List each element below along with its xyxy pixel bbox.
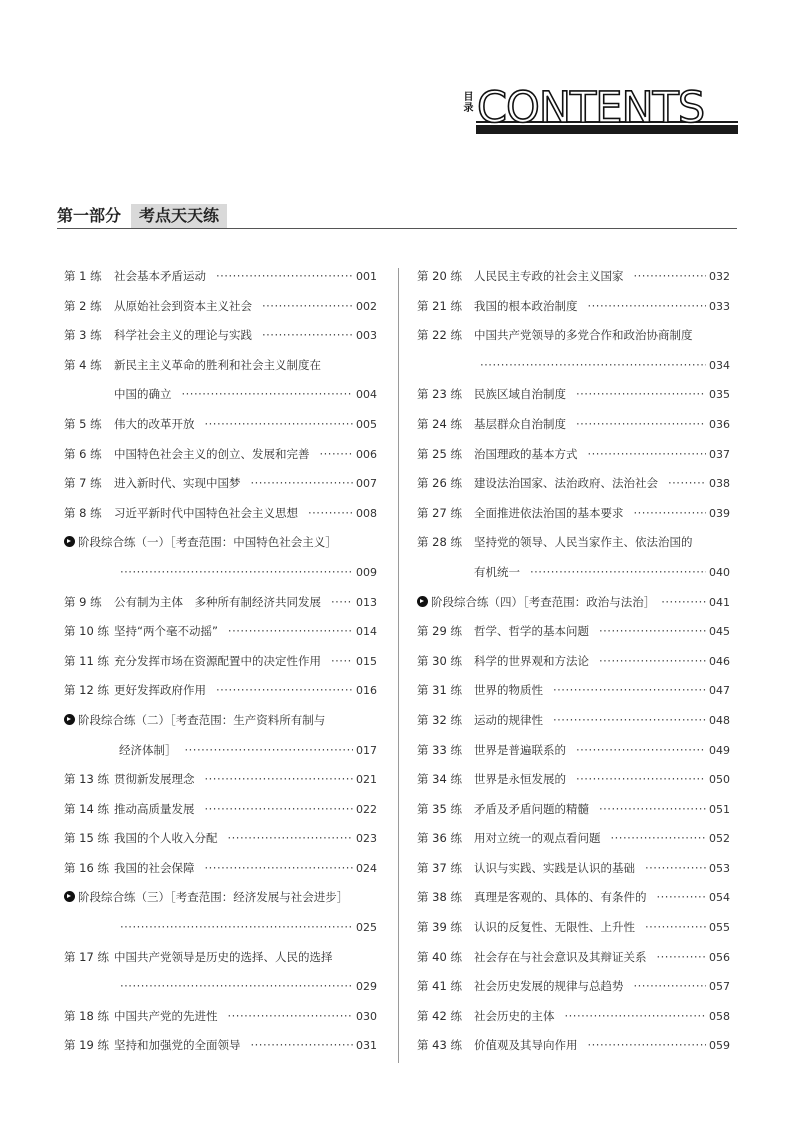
toc-entry-title: 基层群众自治制度 [474, 416, 566, 431]
toc-row[interactable] [417, 292, 730, 322]
leader-dots [120, 558, 353, 588]
toc-row[interactable] [64, 292, 377, 322]
section-part-label: 第一部分 [57, 206, 122, 225]
page-number: 014 [356, 625, 377, 639]
toc-entry-title: 建设法治国家、法治政府、法治社会 [474, 476, 658, 491]
leader-dots [588, 292, 707, 322]
stage-review-label: 阶段综合练（三）［考查范围：经济发展与社会进步］ [78, 890, 349, 905]
toc-entry-number: 第 31 练 [417, 683, 462, 698]
toc-entry-number: 第 1 练 [64, 269, 102, 283]
stage-review-label: 阶段综合练（四）［考查范围：政治与法治］ [431, 594, 656, 609]
toc-entry-number: 第 30 练 [417, 653, 462, 668]
toc-entry-number: 第 22 练 [417, 328, 462, 343]
leader-dots [599, 617, 706, 647]
leader-dots [331, 588, 353, 618]
toc-entry-number: 第 18 练 [64, 1008, 109, 1023]
toc-row[interactable] [417, 765, 730, 795]
toc-entry-number: 第 3 练 [64, 328, 102, 343]
toc-row[interactable] [417, 883, 730, 913]
toc-entry-title: 真理是客观的、具体的、有条件的 [474, 890, 647, 905]
leader-dots [228, 1002, 354, 1032]
page-number: 006 [356, 447, 377, 461]
toc-row[interactable] [417, 410, 730, 440]
page-number: 036 [709, 417, 730, 431]
stage-review-title [64, 883, 348, 913]
page-number: 016 [356, 684, 377, 698]
leader-dots [120, 972, 353, 1002]
toc-row[interactable] [64, 883, 377, 913]
toc-entry-title: 从原始社会到资本主义社会 [114, 298, 252, 313]
page-number: 004 [356, 388, 377, 402]
contents-logo [462, 83, 738, 138]
section-name-label: 考点天天练 [131, 204, 227, 228]
toc-row[interactable] [417, 617, 730, 647]
leader-dots [668, 469, 706, 499]
toc-entry-number: 第 26 练 [417, 476, 462, 491]
toc-row[interactable] [64, 588, 377, 618]
toc-entry-title: 中国共产党的先进性 [114, 1008, 218, 1023]
toc-entry-title: 坚持和加强党的全面领导 [114, 1038, 241, 1053]
stage-review-label: 阶段综合练（二）［考查范围：生产资料所有制与 [78, 712, 326, 727]
toc-row[interactable] [64, 617, 377, 647]
page-number: 023 [356, 832, 377, 846]
toc-entry-title: 我国的个人收入分配 [114, 831, 218, 846]
page-number: 045 [709, 625, 730, 639]
toc-row[interactable] [64, 262, 377, 292]
toc-entry-number: 第 28 练 [417, 535, 462, 550]
toc-entry-title: 科学社会主义的理论与实践 [114, 328, 252, 343]
toc-entry-title: 哲学、哲学的基本问题 [474, 624, 589, 639]
leader-dots [634, 972, 707, 1002]
leader-dots [530, 558, 706, 588]
toc-entry-title: 推动高质量发展 [114, 801, 195, 816]
leader-dots [657, 943, 707, 973]
toc-entry-number: 第 36 练 [417, 831, 462, 846]
toc-row[interactable] [64, 410, 377, 440]
toc-entry-title: 科学的世界观和方法论 [474, 653, 589, 668]
toc-entry-number: 第 14 练 [64, 801, 109, 816]
toc-entry-title: 全面推进依法治国的基本要求 [474, 505, 624, 520]
toc-row[interactable] [417, 499, 730, 529]
toc-entry-title: 习近平新时代中国特色社会主义思想 [114, 505, 298, 520]
toc-row[interactable] [417, 736, 730, 766]
toc-entry-number: 第 15 练 [64, 831, 109, 846]
leader-dots [216, 676, 353, 706]
toc-entry-number: 第 41 练 [417, 979, 462, 994]
toc-row[interactable] [417, 795, 730, 825]
toc-entry-number: 第 42 练 [417, 1008, 462, 1023]
page-number: 021 [356, 773, 377, 787]
leader-dots [331, 647, 353, 677]
toc-entry-number: 第 13 练 [64, 772, 109, 787]
leader-dots [588, 440, 707, 470]
page-number: 015 [356, 654, 377, 668]
page-number: 007 [356, 477, 377, 491]
page-number: 058 [709, 1009, 730, 1023]
page-number: 050 [709, 773, 730, 787]
toc-row[interactable] [417, 854, 730, 884]
toc-entry-title: 中国特色社会主义的创立、发展和完善 [114, 446, 310, 461]
toc-entry-title: 坚持“两个毫不动摇” [114, 624, 218, 639]
page-number: 051 [709, 802, 730, 816]
toc-entry-number: 第 9 练 [64, 594, 102, 609]
toc-entry-number: 第 29 练 [417, 624, 462, 639]
page-number: 054 [709, 891, 730, 905]
toc-row[interactable] [64, 824, 377, 854]
toc-row[interactable] [64, 380, 377, 410]
toc-entry-title: 伟大的改革开放 [114, 416, 195, 431]
toc-entry-title: 认识的反复性、无限性、上升性 [474, 920, 635, 935]
leader-dots [576, 765, 706, 795]
page-number: 017 [356, 743, 377, 757]
page-number: 059 [709, 1039, 730, 1053]
stage-review-title [64, 706, 325, 736]
page-number: 024 [356, 861, 377, 875]
toc-entry-title: 新民主主义革命的胜利和社会主义制度在 [114, 357, 321, 372]
leader-dots [599, 795, 706, 825]
toc-entry-title: 价值观及其导向作用 [474, 1038, 578, 1053]
toc-entry-number: 第 24 练 [417, 416, 462, 431]
leader-dots [565, 1002, 707, 1032]
page-number: 048 [709, 713, 730, 727]
leader-dots [634, 262, 707, 292]
toc-row[interactable] [64, 1031, 377, 1061]
toc-entry-title: 中国共产党领导的多党合作和政治协商制度 [474, 328, 693, 343]
toc-row [64, 913, 377, 943]
toc-entry-title: 人民民主专政的社会主义国家 [474, 269, 624, 283]
toc-entry-title: 我国的根本政治制度 [474, 298, 578, 313]
toc-row[interactable] [64, 321, 377, 351]
page-number: 002 [356, 299, 377, 313]
toc-row[interactable] [64, 854, 377, 884]
toc-entry-number: 第 37 练 [417, 860, 462, 875]
toc-entry-number: 第 19 练 [64, 1038, 109, 1053]
leader-dots [599, 647, 706, 677]
toc-row[interactable] [64, 706, 377, 736]
toc-entry-title: 我国的社会保障 [114, 860, 195, 875]
toc-row[interactable] [417, 469, 730, 499]
toc-row[interactable] [417, 676, 730, 706]
toc-entry-number: 第 7 练 [64, 476, 102, 491]
leader-dots [576, 410, 706, 440]
toc-entry-title: 公有制为主体 多种所有制经济共同发展 [114, 594, 321, 609]
toc-entry-number: 第 10 练 [64, 624, 109, 639]
page-number: 013 [356, 595, 377, 609]
toc-row[interactable] [64, 647, 377, 677]
leader-dots [645, 854, 706, 884]
leader-dots [645, 913, 706, 943]
page-number: 031 [356, 1039, 377, 1053]
play-circle-icon [64, 891, 75, 902]
toc-entry-number: 第 2 练 [64, 298, 102, 313]
toc-row[interactable] [64, 351, 377, 381]
page-number: 046 [709, 654, 730, 668]
toc-entry-number: 第 4 练 [64, 357, 102, 372]
leader-dots [576, 736, 706, 766]
page-number: 057 [709, 980, 730, 994]
page-number: 008 [356, 506, 377, 520]
leader-dots [320, 440, 354, 470]
toc-row [64, 972, 377, 1002]
toc-row[interactable] [64, 1002, 377, 1032]
stage-review-title [64, 528, 337, 558]
section-rule [57, 228, 737, 229]
toc-entry-title: 世界是普遍联系的 [474, 742, 566, 757]
leader-dots [480, 351, 706, 381]
page-number: 049 [709, 743, 730, 757]
toc-row[interactable] [417, 321, 730, 351]
leader-dots [205, 854, 354, 884]
toc-entry-title: 运动的规律性 [474, 712, 543, 727]
toc-entry-title: 有机统一 [474, 564, 520, 579]
toc-row[interactable] [417, 943, 730, 973]
page-number: 009 [356, 565, 377, 579]
toc-row[interactable] [64, 469, 377, 499]
toc-entry-number: 第 17 练 [64, 949, 109, 964]
stage-review-title [417, 588, 655, 618]
page-number: 041 [709, 595, 730, 609]
toc-entry-number: 第 40 练 [417, 949, 462, 964]
play-circle-icon [64, 714, 75, 725]
toc-entry-title: 贯彻新发展理念 [114, 772, 195, 787]
page-number: 035 [709, 388, 730, 402]
page-number: 039 [709, 506, 730, 520]
page-number: 038 [709, 477, 730, 491]
page-number: 029 [356, 980, 377, 994]
toc-entry-number: 第 8 练 [64, 505, 102, 520]
toc-row[interactable] [417, 440, 730, 470]
toc-row[interactable] [64, 943, 377, 973]
toc-entry-title: 世界的物质性 [474, 683, 543, 698]
stage-review-title-cont: 经济体制］ [119, 742, 177, 757]
toc-row[interactable] [417, 1002, 730, 1032]
section-heading [57, 204, 227, 228]
page-number: 056 [709, 950, 730, 964]
stage-review-label: 阶段综合练（一）［考查范围：中国特色社会主义］ [78, 535, 337, 550]
leader-dots [588, 1031, 707, 1061]
leader-dots [228, 617, 353, 647]
toc-row[interactable] [64, 499, 377, 529]
toc-entry-number: 第 34 练 [417, 772, 462, 787]
page-number: 037 [709, 447, 730, 461]
toc-entry-number: 第 20 练 [417, 269, 462, 283]
leader-dots [185, 736, 354, 766]
logo-cn-label: 目录 [463, 92, 474, 114]
leader-dots [205, 795, 354, 825]
toc-entry-title: 世界是永恒发展的 [474, 772, 566, 787]
toc-entry-number: 第 11 练 [64, 653, 109, 668]
leader-dots [120, 913, 353, 943]
toc-entry-number: 第 39 练 [417, 920, 462, 935]
toc-row[interactable] [417, 528, 730, 558]
toc-entry-title: 社会历史发展的规律与总趋势 [474, 979, 624, 994]
page-number: 005 [356, 417, 377, 431]
toc-row[interactable] [64, 528, 377, 558]
toc-row[interactable] [417, 824, 730, 854]
toc-row[interactable] [417, 647, 730, 677]
toc-entry-number: 第 5 练 [64, 416, 102, 431]
toc-entry-number: 第 33 练 [417, 742, 462, 757]
leader-dots [262, 321, 353, 351]
toc-entry-title: 用对立统一的观点看问题 [474, 831, 601, 846]
toc-entry-number: 第 38 练 [417, 890, 462, 905]
toc-row[interactable] [417, 588, 730, 618]
toc-right-column [417, 262, 730, 1061]
toc-entry-number: 第 27 练 [417, 505, 462, 520]
toc-entry-title: 中国共产党领导是历史的选择、人民的选择 [114, 949, 333, 964]
leader-dots [657, 883, 707, 913]
toc-entry-number: 第 43 练 [417, 1038, 462, 1053]
toc-entry-title: 中国的确立 [114, 387, 172, 402]
leader-dots [611, 824, 707, 854]
page-number: 040 [709, 565, 730, 579]
toc-entry-title: 充分发挥市场在资源配置中的决定性作用 [114, 653, 321, 668]
toc-entry-title: 进入新时代、实现中国梦 [114, 476, 241, 491]
leader-dots [182, 380, 354, 410]
leader-dots [553, 706, 706, 736]
toc-row[interactable] [417, 913, 730, 943]
leader-dots [251, 1031, 354, 1061]
leader-dots [216, 262, 353, 292]
toc-row[interactable] [64, 676, 377, 706]
leader-dots [262, 292, 353, 322]
toc-entry-number: 第 35 练 [417, 801, 462, 816]
toc-row [64, 558, 377, 588]
page-number: 003 [356, 329, 377, 343]
toc-entry-number: 第 6 练 [64, 446, 102, 461]
toc-row[interactable] [64, 765, 377, 795]
leader-dots [308, 499, 353, 529]
leader-dots [553, 676, 706, 706]
toc-entry-title: 矛盾及矛盾问题的精髓 [474, 801, 589, 816]
page-number: 033 [709, 299, 730, 313]
toc-row[interactable] [417, 706, 730, 736]
toc-entry-title: 坚持党的领导、人民当家作主、依法治国的 [474, 535, 693, 550]
toc-entry-title: 民族区域自治制度 [474, 387, 566, 402]
page-number: 025 [356, 921, 377, 935]
play-circle-icon [64, 536, 75, 547]
toc-row[interactable] [417, 558, 730, 588]
page-number: 055 [709, 921, 730, 935]
toc-entry-number: 第 25 练 [417, 446, 462, 461]
toc-row[interactable] [417, 262, 730, 292]
page-number: 047 [709, 684, 730, 698]
toc-entry-title: 社会历史的主体 [474, 1008, 555, 1023]
leader-dots [576, 380, 706, 410]
leader-dots [661, 588, 706, 618]
toc-entry-number: 第 21 练 [417, 298, 462, 313]
page-number: 034 [709, 358, 730, 372]
toc-entry-number: 第 32 练 [417, 712, 462, 727]
toc-entry-title: 认识与实践、实践是认识的基础 [474, 860, 635, 875]
leader-dots [228, 824, 354, 854]
leader-dots [634, 499, 707, 529]
logo-en-label: CONTENTS [477, 83, 705, 133]
leader-dots [205, 410, 354, 440]
toc-row[interactable] [64, 440, 377, 470]
toc-row[interactable] [64, 736, 377, 766]
page-number: 032 [709, 270, 730, 283]
toc-entry-number: 第 16 练 [64, 860, 109, 875]
page-number: 001 [356, 270, 377, 283]
toc-entry-title: 社会存在与社会意识及其辩证关系 [474, 949, 647, 964]
toc-entry-title: 治国理政的基本方式 [474, 446, 578, 461]
toc-row[interactable] [417, 972, 730, 1002]
toc-row[interactable] [64, 795, 377, 825]
toc-entry-title: 社会基本矛盾运动 [114, 269, 206, 283]
toc-entry-title: 更好发挥政府作用 [114, 683, 206, 698]
toc-entry-number: 第 23 练 [417, 387, 462, 402]
page-number: 022 [356, 802, 377, 816]
toc-row[interactable] [417, 380, 730, 410]
column-divider [398, 268, 399, 1063]
page-number: 030 [356, 1009, 377, 1023]
leader-dots [251, 469, 354, 499]
leader-dots [205, 765, 354, 795]
toc-row [417, 351, 730, 381]
play-circle-icon [417, 596, 428, 607]
page-number: 053 [709, 861, 730, 875]
toc-row[interactable] [417, 1031, 730, 1061]
toc-entry-number: 第 12 练 [64, 683, 109, 698]
page-number: 052 [709, 832, 730, 846]
toc-left-column [64, 262, 377, 1061]
